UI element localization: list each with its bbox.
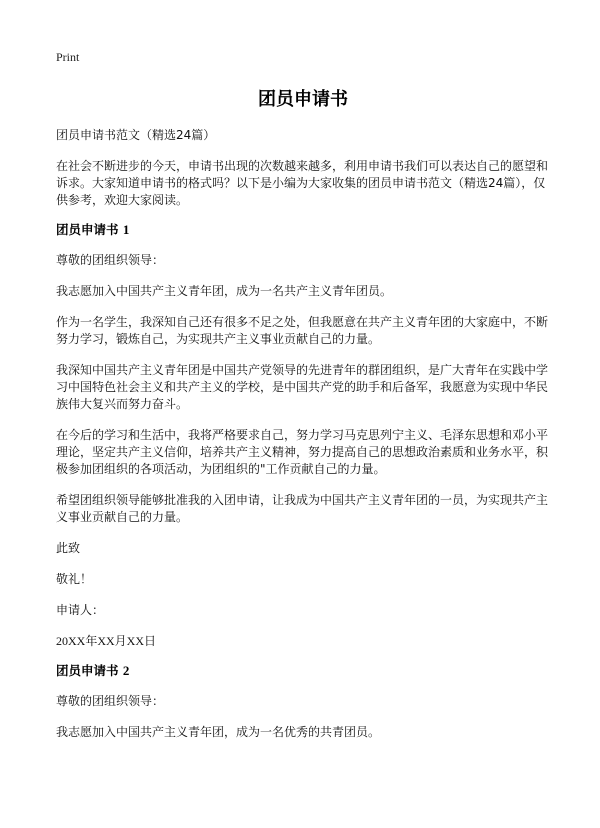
letter-applicant: 申请人： <box>56 603 105 617</box>
section-heading <box>56 662 550 679</box>
letter-greeting: 尊敬的团组织领导： <box>56 694 165 708</box>
letter-salute: 敬礼！ <box>56 572 93 586</box>
letter-paragraph: 我志愿加入中国共产主义青年团，成为一名共产主义青年团员。 <box>56 284 393 298</box>
letter-section-2 <box>56 662 550 741</box>
section-heading <box>56 221 550 238</box>
section-heading-text: 团员申请书 <box>56 663 119 678</box>
intro-paragraph: 在社会不断进步的今天，申请书出现的次数越来越多，利用申请书我们可以表达自己的愿望和诉求。大家知道申请书的格式吗？以下是小编为大家收集的团员申请书范文（精选24篇），仅供参考，欢迎大家阅读。 <box>56 159 549 207</box>
letter-date: 20XX年XX月XX日 <box>56 634 156 648</box>
letter-greeting: 尊敬的团组织领导： <box>56 253 165 267</box>
section-heading-number: 2 <box>122 663 130 678</box>
letter-paragraph: 希望团组织领导能够批准我的入团申请，让我成为中国共产主义青年团的一员，为实现共产主义事业贡献自己的力量。 <box>56 493 549 524</box>
letter-section-1 <box>56 221 550 650</box>
section-heading-text: 团员申请书 <box>56 222 119 237</box>
letter-paragraph: 作为一名学生，我深知自己还有很多不足之处，但我愿意在共产主义青年团的大家庭中，不断努力学习，锻炼自己，为实现共产主义事业贡献自己的力量。 <box>56 315 549 346</box>
letter-paragraph: 在今后的学习和生活中，我将严格要求自己，努力学习马克思列宁主义、毛泽东思想和邓小平理论，坚定共产主义信仰，培养共产主义精神，努力提高自己的思想政治素质和业务水平，积极参加团组织的各项活动，为团组织的"工作贡献自己的力量。 <box>56 428 549 476</box>
print-link[interactable]: Print <box>56 50 80 64</box>
document-subtitle: 团员申请书范文（精选24篇） <box>56 128 216 142</box>
letter-paragraph: 我深知中国共产主义青年团是中国共产党领导的先进青年的群团组织，是广大青年在实践中学习中国特色社会主义和共产主义的学校，是中国共产党的助手和后备军，我愿意为实现中华民族伟大复兴而努力奋斗。 <box>56 363 549 411</box>
document-title: 团员申请书 <box>258 89 348 110</box>
section-heading-number: 1 <box>122 222 130 237</box>
letter-paragraph: 我志愿加入中国共产主义青年团，成为一名优秀的共青团员。 <box>56 725 381 739</box>
letter-closing: 此致 <box>56 541 81 555</box>
